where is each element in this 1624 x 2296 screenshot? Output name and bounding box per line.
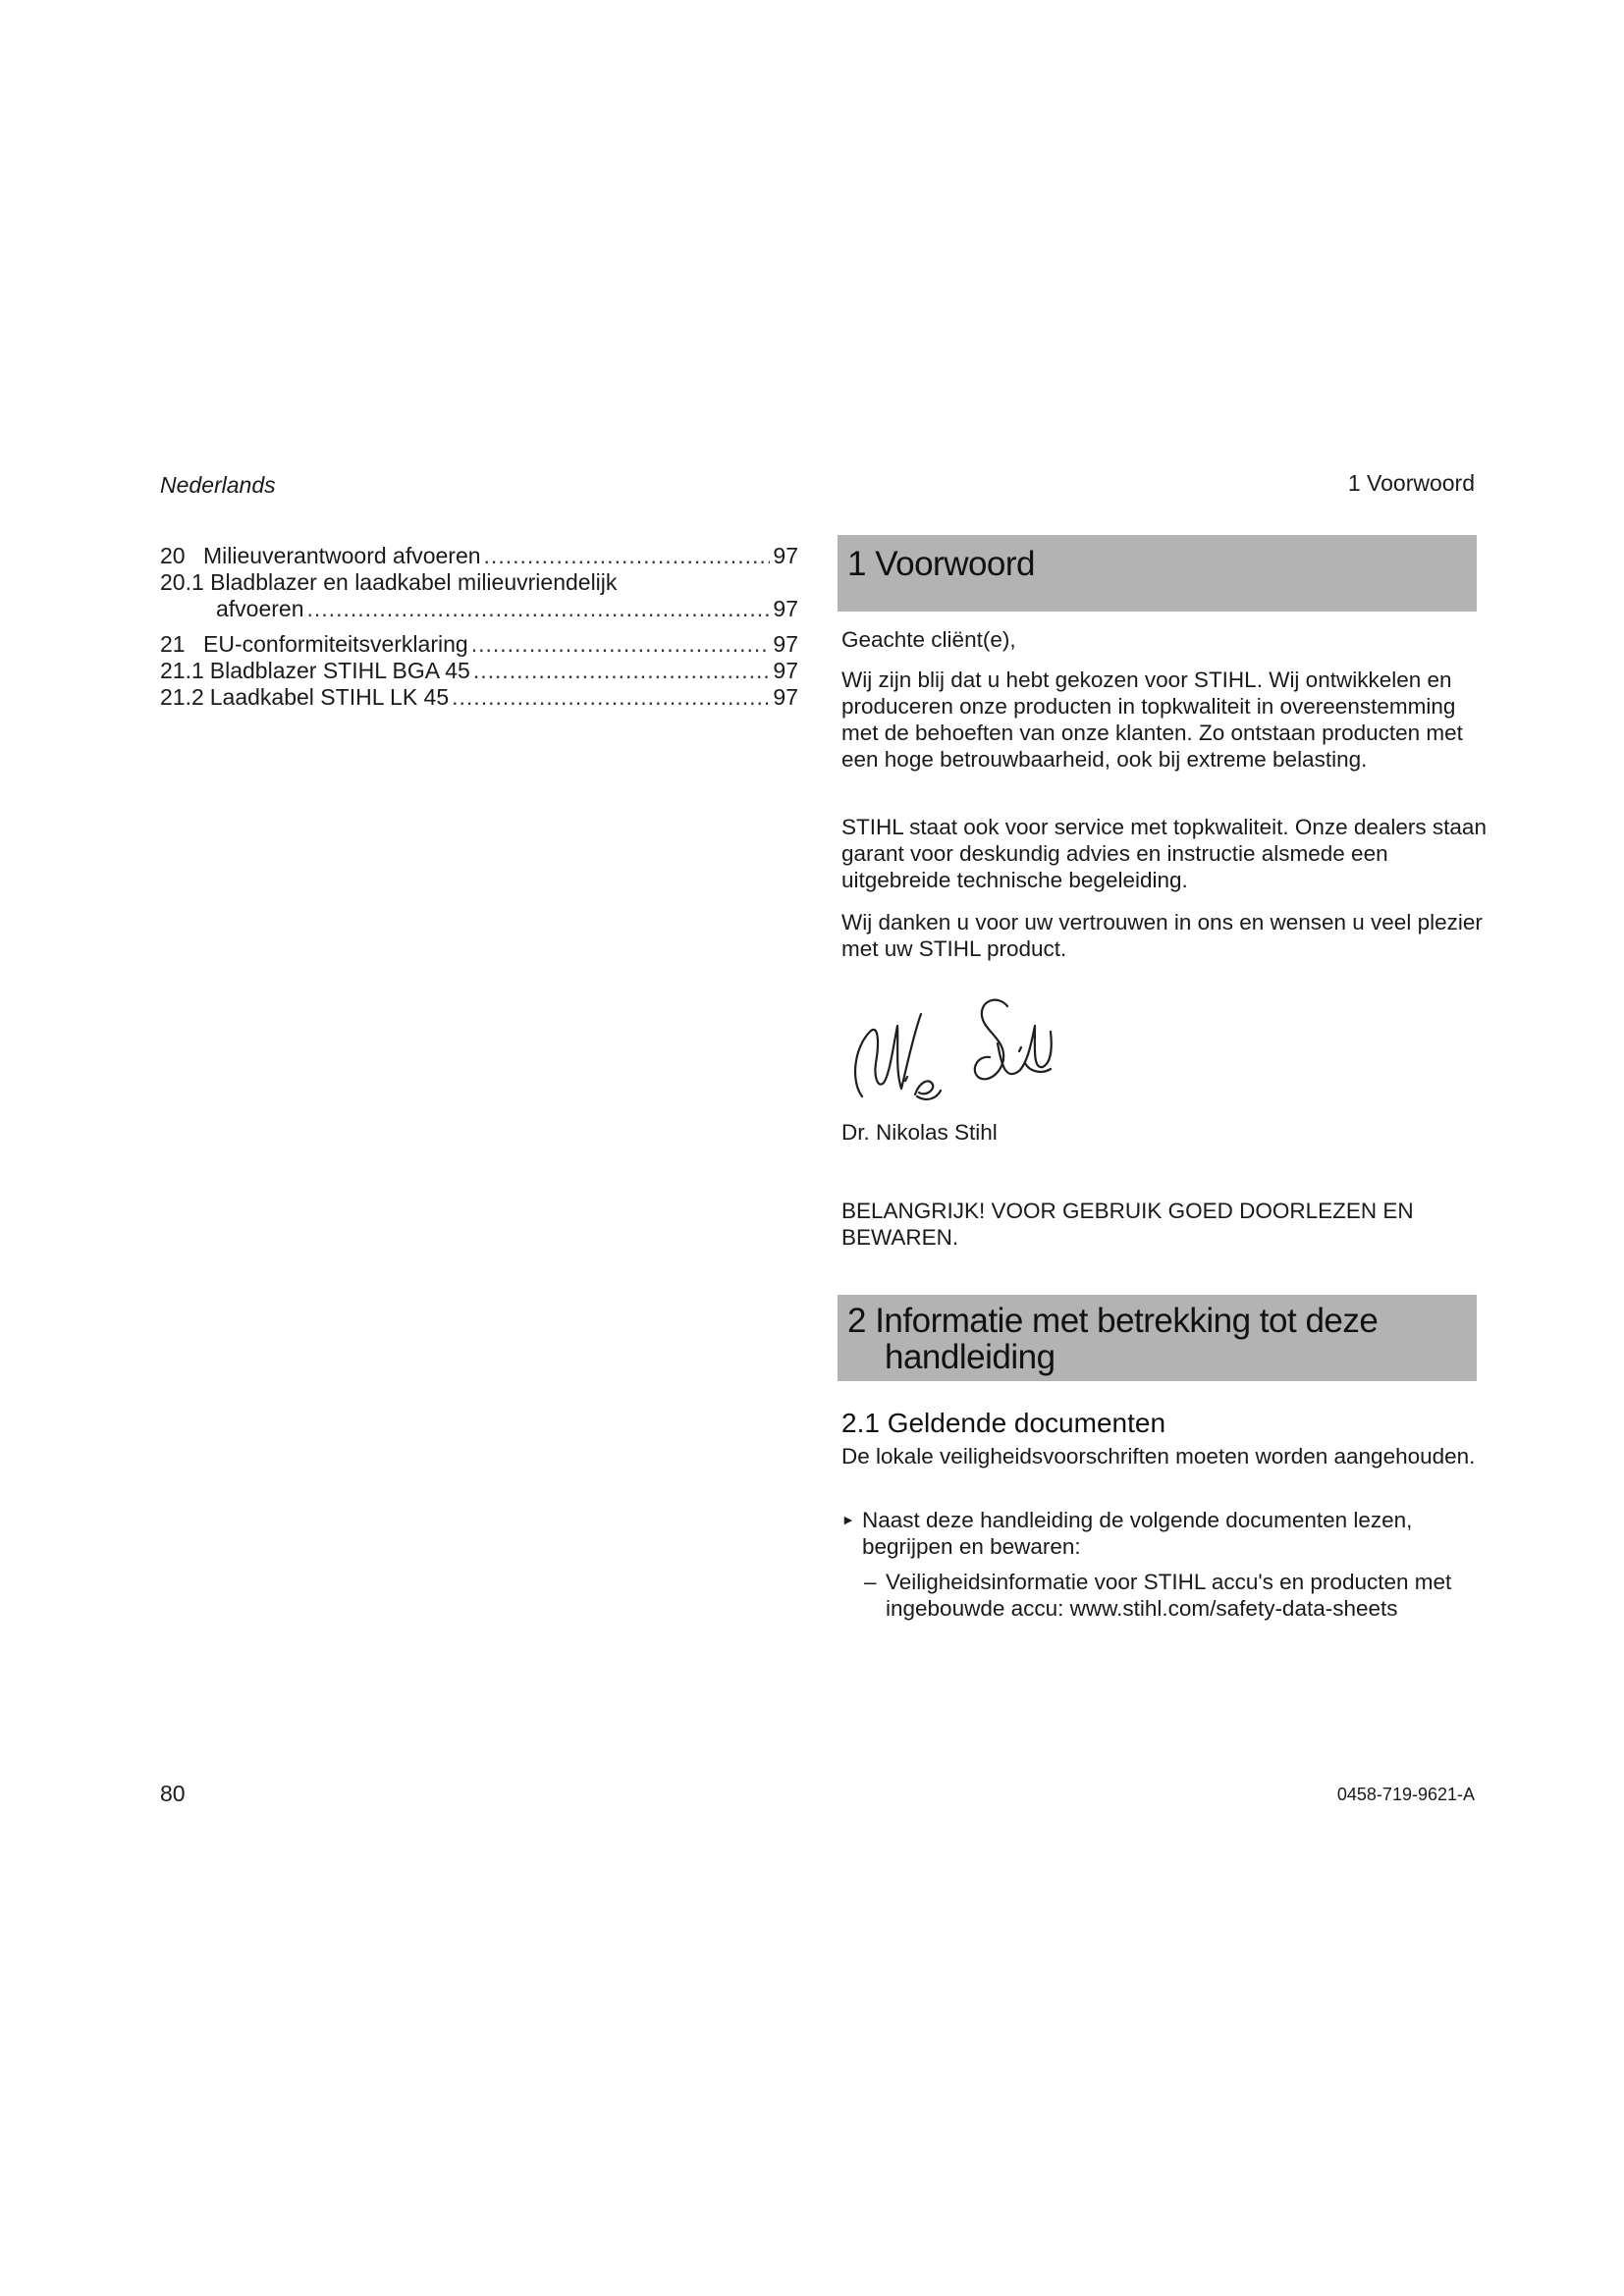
document-list-item (864, 1569, 1473, 1622)
dash-bullet-icon: – (864, 1570, 877, 1594)
toc-page: 97 (773, 543, 798, 568)
instruction-item (841, 1507, 1480, 1560)
toc-entry[interactable] (160, 684, 798, 711)
toc-number: 21.1 (160, 658, 204, 683)
document-text: Veiligheidsinformatie voor STIHL accu's en producten met ingebouwde accu: www.stihl.com/safety-data-sheets (886, 1570, 1452, 1621)
toc-entry[interactable] (160, 631, 798, 658)
toc-page: 97 (773, 658, 798, 683)
toc-title-line (160, 569, 798, 596)
toc-entry[interactable] (160, 543, 798, 569)
toc-number: 21 (160, 631, 186, 657)
toc-title: Bladblazer STIHL BGA 45 (209, 658, 470, 683)
toc-entry[interactable] (160, 658, 798, 684)
service-paragraph: STIHL staat ook voor service met topkwaliteit. Onze dealers staan garant voor deskundig advies en instructie alsmede een uitgebreide technische begeleiding. (841, 815, 1487, 892)
toc-page: 97 (773, 596, 798, 621)
toc-page: 97 (773, 684, 798, 710)
toc-leader-dots (307, 596, 771, 622)
toc-title: EU-conformiteitsverklaring (203, 631, 468, 657)
toc-title-continuation (160, 596, 798, 622)
table-of-contents (160, 543, 798, 711)
signatory-name: Dr. Nikolas Stihl (841, 1120, 998, 1145)
important-notice: BELANGRIJK! VOOR GEBRUIK GOED DOORLEZEN EN BEWAREN. (841, 1199, 1414, 1250)
toc-title: afvoeren (216, 596, 304, 621)
toc-number: 21.2 (160, 684, 204, 710)
toc-number: 20 (160, 543, 186, 568)
thanks-paragraph: Wij danken u voor uw vertrouwen in ons en wensen u veel plezier met uw STIHL product. (841, 910, 1483, 961)
triangle-bullet-icon: ► (841, 1512, 855, 1527)
toc-title: Milieuverantwoord afvoeren (203, 543, 481, 568)
salutation: Geachte cliënt(e), (841, 627, 1016, 652)
toc-leader-dots (484, 543, 771, 569)
running-head-language: Nederlands (160, 472, 276, 498)
instruction-text: Naast deze handleiding de volgende documenten lezen, begrijpen en bewaren: (862, 1508, 1413, 1559)
section-heading-line: handleiding (885, 1338, 1056, 1376)
toc-leader-dots (473, 658, 771, 684)
section-heading-line: 2 Informatie met betrekking tot deze (847, 1302, 1379, 1340)
intro-paragraph: Wij zijn blij dat u hebt gekozen voor STIHL. Wij ontwikkelen en produceren onze producten in topkwaliteit in overeenstemming met de behoeften van onze klanten. Zo ontstaan producten met een hoge betrouwbaarheid, ook bij extreme belasting. (841, 667, 1463, 772)
toc-page: 97 (773, 631, 798, 657)
toc-title: Laadkabel STIHL LK 45 (209, 684, 450, 710)
page-number: 80 (160, 1781, 186, 1806)
running-head-chapter: 1 Voorwoord (1347, 470, 1475, 496)
toc-leader-dots (471, 631, 771, 658)
section-heading-informatie (838, 1295, 1477, 1381)
toc-number: 20.1 (160, 569, 204, 595)
toc-entry[interactable] (160, 569, 798, 622)
handwritten-signature (833, 987, 1058, 1119)
section-heading-voorwoord: 1 Voorwoord (838, 535, 1477, 612)
subsection-heading: 2.1 Geldende documenten (841, 1408, 1166, 1438)
document-code: 0458-719-9621-A (1336, 1785, 1475, 1804)
toc-title: Bladblazer en laadkabel milieuvriendelijk (210, 569, 618, 595)
toc-leader-dots (452, 684, 770, 711)
intro-paragraph: De lokale veiligheidsvoorschriften moeten worden aangehouden. (841, 1444, 1476, 1468)
